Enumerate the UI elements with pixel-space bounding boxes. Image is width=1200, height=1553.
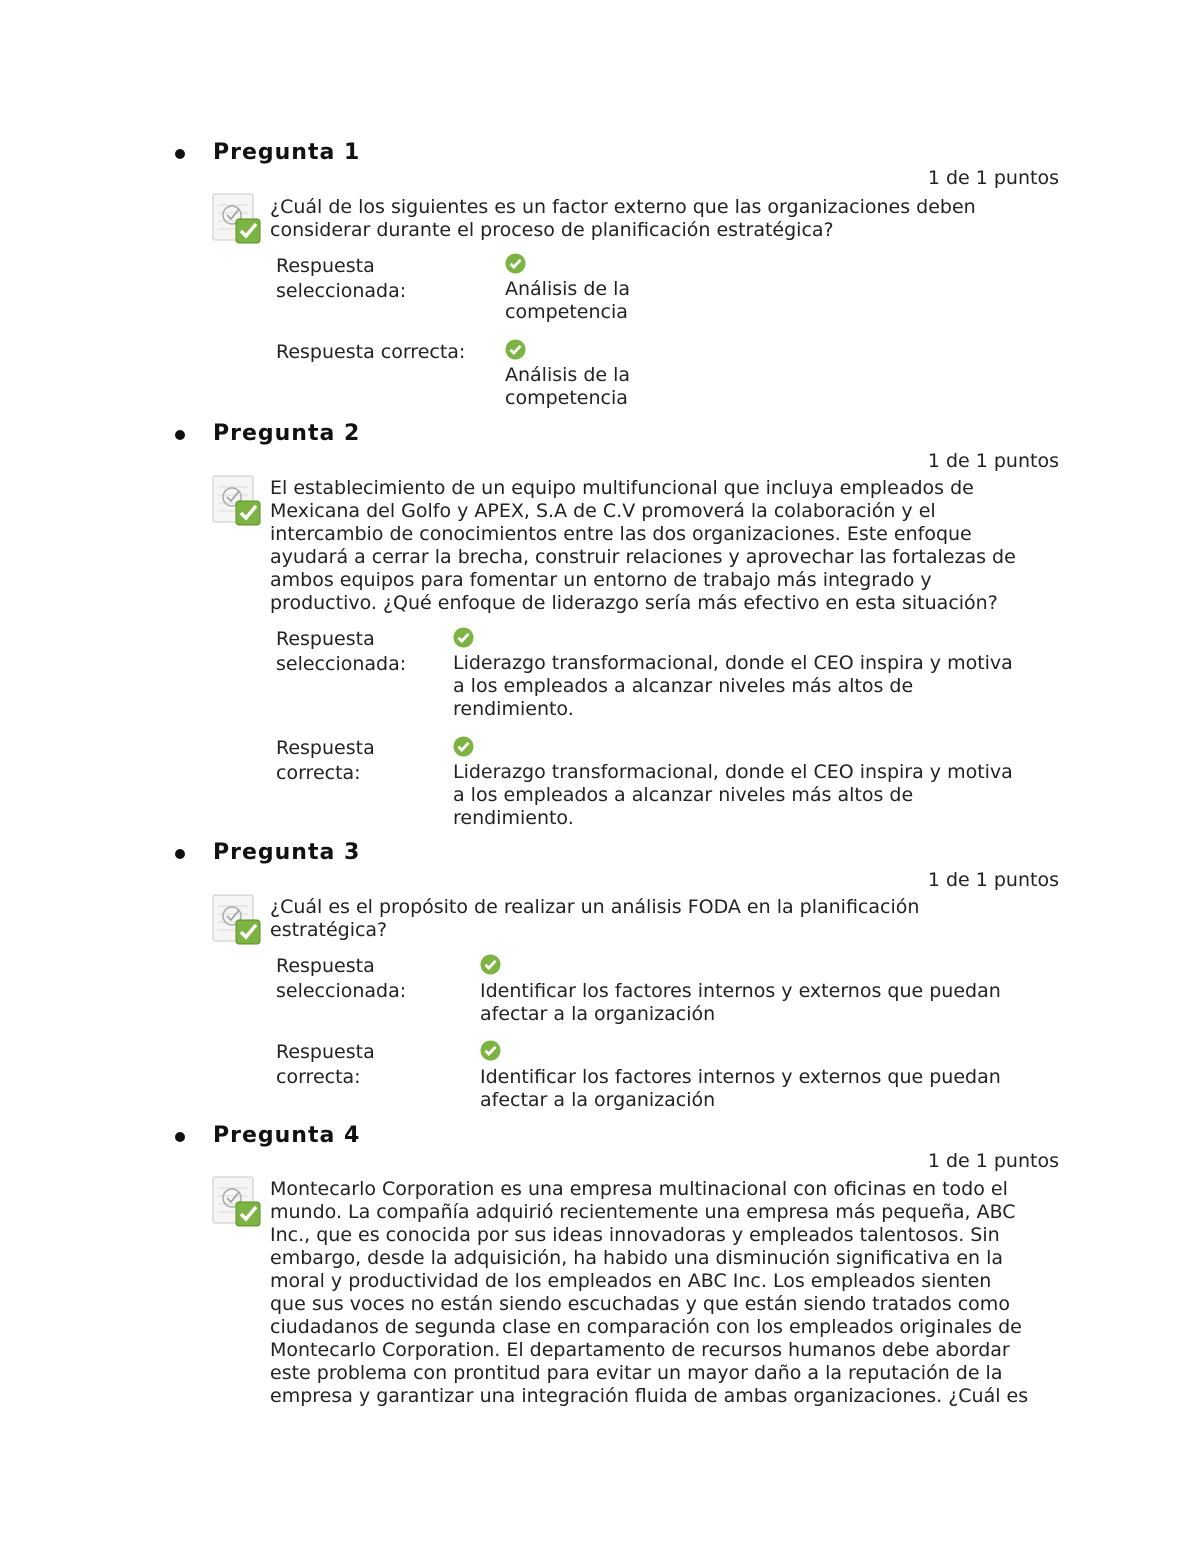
answer-line: rendimiento. [453, 698, 574, 720]
label-line: seleccionada: [276, 979, 407, 1002]
question-line: ¿Cuál es el propósito de realizar un análisis FODA en la planificación [270, 896, 920, 918]
bullet [175, 1132, 185, 1142]
correct-check-icon [505, 253, 526, 274]
question-line: embargo, desde la adquisición, ha habido una disminución significativa en la [270, 1247, 1004, 1269]
question-title: Pregunta 2 [213, 421, 361, 446]
graded-correct-icon [212, 894, 264, 946]
answer-line: a los empleados a alcanzar niveles más altos de [453, 675, 914, 697]
question-line: estratégica? [270, 919, 388, 941]
correct-answer-label [276, 340, 465, 365]
selected-answer [480, 980, 1001, 1026]
answer-line: rendimiento. [453, 807, 574, 829]
question-title: Pregunta 3 [213, 840, 361, 865]
correct-check-icon [480, 1040, 501, 1061]
question-text [270, 477, 1060, 615]
selected-answer [505, 278, 630, 324]
answer-line: Análisis de la [505, 278, 631, 300]
answer-line: Liderazgo transformacional, donde el CEO inspira y motiva [453, 652, 1013, 674]
question-points: 1 de 1 puntos [927, 167, 1059, 189]
correct-check-icon [453, 736, 474, 757]
correct-answer [480, 1066, 1001, 1112]
label-line: Respuesta [276, 1041, 375, 1063]
question-line: ¿Cuál de los siguientes es un factor externo que las organizaciones deben [270, 196, 976, 218]
correct-answer-label [276, 736, 375, 785]
label-line: seleccionada: [276, 279, 407, 302]
question-line: considerar durante el proceso de planificación estratégica? [270, 219, 834, 241]
question-line: ambos equipos para fomentar un entorno de trabajo más integrado y [270, 569, 932, 591]
answer-line: competencia [505, 387, 628, 409]
graded-correct-icon [212, 475, 264, 527]
selected-answer-label [276, 627, 406, 676]
correct-answer [453, 761, 1013, 830]
label-line: correcta: [276, 761, 361, 784]
question-text [270, 896, 1060, 942]
question-line: Inc., que es conocida por sus ideas innovadoras y empleados talentosos. Sin [270, 1224, 1000, 1246]
label-line: seleccionada: [276, 652, 407, 675]
question-line: empresa y garantizar una integración fluida de ambas organizaciones. ¿Cuál es [270, 1385, 1029, 1407]
question-line: este problema con prontitud para evitar un mayor daño a la reputación de la [270, 1362, 1003, 1384]
question-text [270, 1178, 1060, 1408]
question-points: 1 de 1 puntos [927, 1150, 1059, 1172]
question-line: ciudadanos de segunda clase en comparación con los empleados originales de [270, 1316, 1022, 1338]
answer-line: afectar a la organización [480, 1089, 716, 1111]
bullet [175, 430, 185, 440]
question-line: productivo. ¿Qué enfoque de liderazgo sería más efectivo en esta situación? [270, 592, 998, 614]
question-line: intercambio de conocimientos entre las dos organizaciones. Este enfoque [270, 523, 972, 545]
label-line: Respuesta correcta: [276, 341, 466, 363]
answer-line: Liderazgo transformacional, donde el CEO inspira y motiva [453, 761, 1013, 783]
question-line: Mexicana del Golfo y APEX, S.A de C.V promoverá la colaboración y el [270, 500, 936, 522]
graded-correct-icon [212, 1176, 264, 1228]
question-line: El establecimiento de un equipo multifuncional que incluya empleados de [270, 477, 974, 499]
answer-line: Análisis de la [505, 364, 631, 386]
question-title: Pregunta 4 [213, 1123, 361, 1148]
label-line: Respuesta [276, 255, 375, 277]
selected-answer-label [276, 254, 406, 303]
selected-answer-label [276, 954, 406, 1003]
answer-line: afectar a la organización [480, 1003, 716, 1025]
correct-answer [505, 364, 630, 410]
answer-line: a los empleados a alcanzar niveles más altos de [453, 784, 914, 806]
question-line: Montecarlo Corporation. El departamento de recursos humanos debe abordar [270, 1339, 1010, 1361]
correct-check-icon [505, 339, 526, 360]
selected-answer [453, 652, 1013, 721]
question-line: mundo. La compañía adquirió recientemente una empresa más pequeña, ABC [270, 1201, 1016, 1223]
question-title: Pregunta 1 [213, 140, 361, 165]
question-points: 1 de 1 puntos [927, 450, 1059, 472]
question-line: ayudará a cerrar la brecha, construir relaciones y aprovechar las fortalezas de [270, 546, 1016, 568]
graded-correct-icon [212, 193, 264, 245]
bullet [175, 149, 185, 159]
answer-line: Identificar los factores internos y externos que puedan [480, 980, 1001, 1002]
question-line: que sus voces no están siendo escuchadas y que están siendo tratados como [270, 1293, 1010, 1315]
label-line: Respuesta [276, 955, 375, 977]
correct-answer-label [276, 1040, 375, 1089]
correct-check-icon [453, 627, 474, 648]
question-text [270, 196, 1060, 242]
answer-line: Identificar los factores internos y externos que puedan [480, 1066, 1001, 1088]
answer-line: competencia [505, 301, 628, 323]
question-points: 1 de 1 puntos [927, 869, 1059, 891]
label-line: Respuesta [276, 737, 375, 759]
question-line: Montecarlo Corporation es una empresa multinacional con oficinas en todo el [270, 1178, 1008, 1200]
correct-check-icon [480, 954, 501, 975]
label-line: correcta: [276, 1065, 361, 1088]
bullet [175, 849, 185, 859]
question-line: moral y productividad de los empleados en ABC Inc. Los empleados sienten [270, 1270, 992, 1292]
label-line: Respuesta [276, 628, 375, 650]
